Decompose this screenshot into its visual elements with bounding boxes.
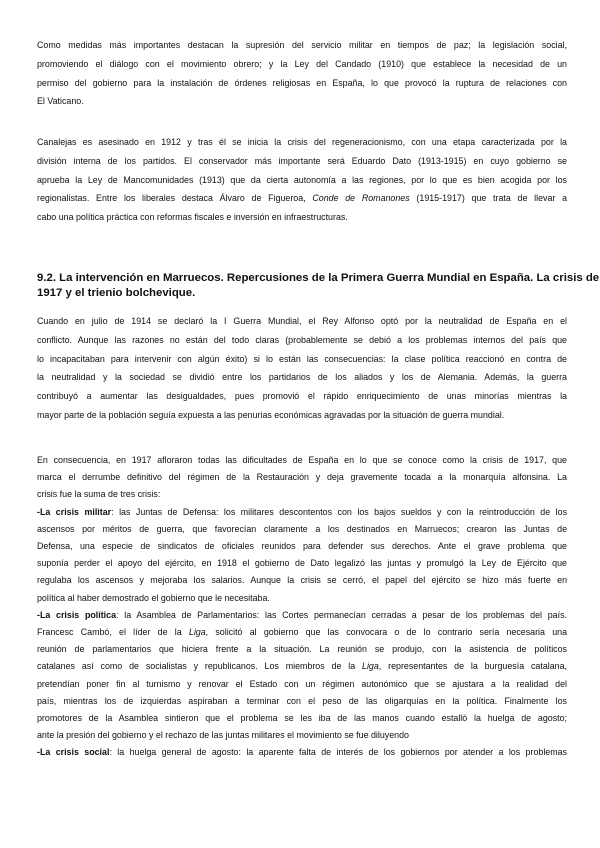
text-line: pretendían poner fin al turnismo y renovar el Estado con un régimen autonómico que se ajustara a la realidad del	[37, 678, 567, 689]
text-line: promoviendo el diálogo con el movimiento obrero; y la Ley del Candado (1910) que establece la necesidad de un	[37, 58, 567, 69]
heading-line: 9.2. La intervención en Marruecos. Repercusiones de la Primera Guerra Mundial en España. La crisis de	[37, 272, 600, 284]
paragraph-regeneracionismo-crisis	[37, 133, 567, 227]
section-heading	[37, 271, 600, 301]
text-line	[37, 607, 567, 624]
text-line: El Vaticano.	[37, 96, 84, 107]
crisis-militar-label: -La crisis militar	[37, 506, 112, 517]
text-line: lo incapacitaban para intervenir con algún éxito) si lo están las consecuencias: la clase política reaccionó en contra de	[37, 353, 567, 364]
text-line	[37, 744, 567, 761]
crisis-social-label: -La crisis social	[37, 747, 110, 758]
text-line: conflicto. Aunque las razones no están del todo claras (probablemente se debió a los problemas internos del país que	[37, 334, 567, 345]
text-segment: : la huelga general de agosto: la aparente falta de interés de los gobiernos por atender a los problemas	[109, 747, 567, 758]
text-line: Como medidas más importantes destacan la supresión del servicio militar en tiempos de paz; la legislación social,	[37, 40, 567, 50]
text-line	[37, 504, 567, 521]
paragraph-neutrality	[37, 312, 567, 425]
text-line: reunión de parlamentarios que hiciera frente a la situación. La reunión se produjo, con la asistencia de políticos	[37, 644, 567, 655]
text-line: la neutralidad y la sociedad se dividió entre los partidarios de los aliados y los de Alemania. Además, la guerra	[37, 372, 567, 383]
italic-term: Liga	[362, 661, 379, 672]
text-line: marca el derrumbe definitivo del régimen de la Restauración y deja gravemente tocada a la monarquía alfonsina. La	[37, 472, 567, 483]
paragraph-crisis-1917	[37, 452, 567, 762]
text-line: ascensos por méritos de guerra, que favorecían claramente a los destinados en Marruecos; crearon las Juntas de	[37, 523, 567, 534]
text-segment: : la Asamblea de Parlamentarios: las Cortes permanecían cerradas a pesar de los problemas del país.	[116, 609, 567, 620]
text-line: Cuando en julio de 1914 se declaró la I Guerra Mundial, el Rey Alfonso optó por la neutralidad de España en el	[37, 316, 567, 326]
heading-line: 1917 y el trienio bolchevique.	[37, 287, 196, 299]
text-segment: , representantes de la burguesía catalana,	[378, 661, 568, 672]
text-line: crisis fue la suma de tres crisis:	[37, 489, 161, 500]
text-line: país, mientras los de izquierdas aspiraban a terminar con el peso de las oligarquías en la política. Finalmente los	[37, 695, 567, 706]
text-line: mayor parte de la población seguía expuesta a las penurias económicas agravadas por la situación de guerra mundial.	[37, 409, 505, 420]
text-segment: catalanes así como de socialistas y republicanos. Los miembros de la	[37, 661, 356, 672]
paragraph-liberal-reforms	[37, 36, 567, 111]
italic-term: Liga	[188, 627, 206, 638]
crisis-politica-label: -La crisis política	[37, 609, 117, 620]
text-line: regulaba los ascensos y mejoraba los salarios. Aunque la crisis se cerró, el papel del ejército se hizo más fuerte en	[37, 575, 567, 586]
text-line: división interna de los partidos. El conservador más importante será Eduardo Dato (1913-1915) en cuyo gobierno se	[37, 155, 567, 166]
text-line: aprueba la Ley de Mancomunidades (1913) que da cierta autonomía a las regiones, por lo que es bien acogida por los	[37, 174, 567, 185]
text-line: contribuyó a aumentar las desigualdades, pues promovió el rápido enriquecimiento de unas minorías mientras la	[37, 391, 567, 402]
text-line: cabo una política práctica con reformas fiscales e inversión en infraestructuras.	[37, 212, 348, 223]
text-line: política al haber demostrado el gobierno que le necesitaba.	[37, 592, 270, 603]
text-line	[37, 624, 567, 641]
text-segment: , solicitó al gobierno que las convocara o de lo contrario sería necesaria una	[205, 627, 568, 638]
text-line	[37, 658, 567, 675]
text-line: promotores de la Asamblea sintieron que el problema se les iba de las manos cuando estalló la huelga de agosto;	[37, 713, 567, 724]
text-line: ante la presión del gobierno y el rechazo de las juntas militares el movimiento se fue diluyendo	[37, 730, 409, 741]
text-segment: regionalistas. Entre los liberales destaca Álvaro de Figueroa,	[37, 193, 306, 204]
text-line: En consecuencia, en 1917 afloraron todas las dificultades de España en lo que se conoce como la crisis de 1917, que	[37, 455, 567, 465]
text-line: Defensa, una especie de sindicatos de oficiales reunidos para defender sus derechos. Ante el grave problema que	[37, 541, 567, 552]
text-line: permiso del gobierno para la instalación de órdenes religiosas en España, lo que provocó la ruptura de relaciones con	[37, 77, 567, 88]
text-line: suponía perder el apoyo del ejército, en 1918 el gobierno de Dato legalizó las juntas y promulgó la Ley de Ejército que	[37, 558, 567, 569]
text-line: Canalejas es asesinado en 1912 y tras él se inicia la crisis del regeneracionismo, con una etapa caracterizada por la	[37, 137, 567, 147]
text-line	[37, 189, 567, 208]
italic-term: Conde de Romanones	[312, 193, 410, 204]
text-segment: : las Juntas de Defensa: los militares descontentos con los bajos sueldos y con la reintroducción de los	[111, 506, 568, 517]
text-segment: (1915-1917) que trata de llevar a	[416, 193, 567, 204]
text-segment: Francesc Cambó, el líder de la	[37, 627, 182, 638]
